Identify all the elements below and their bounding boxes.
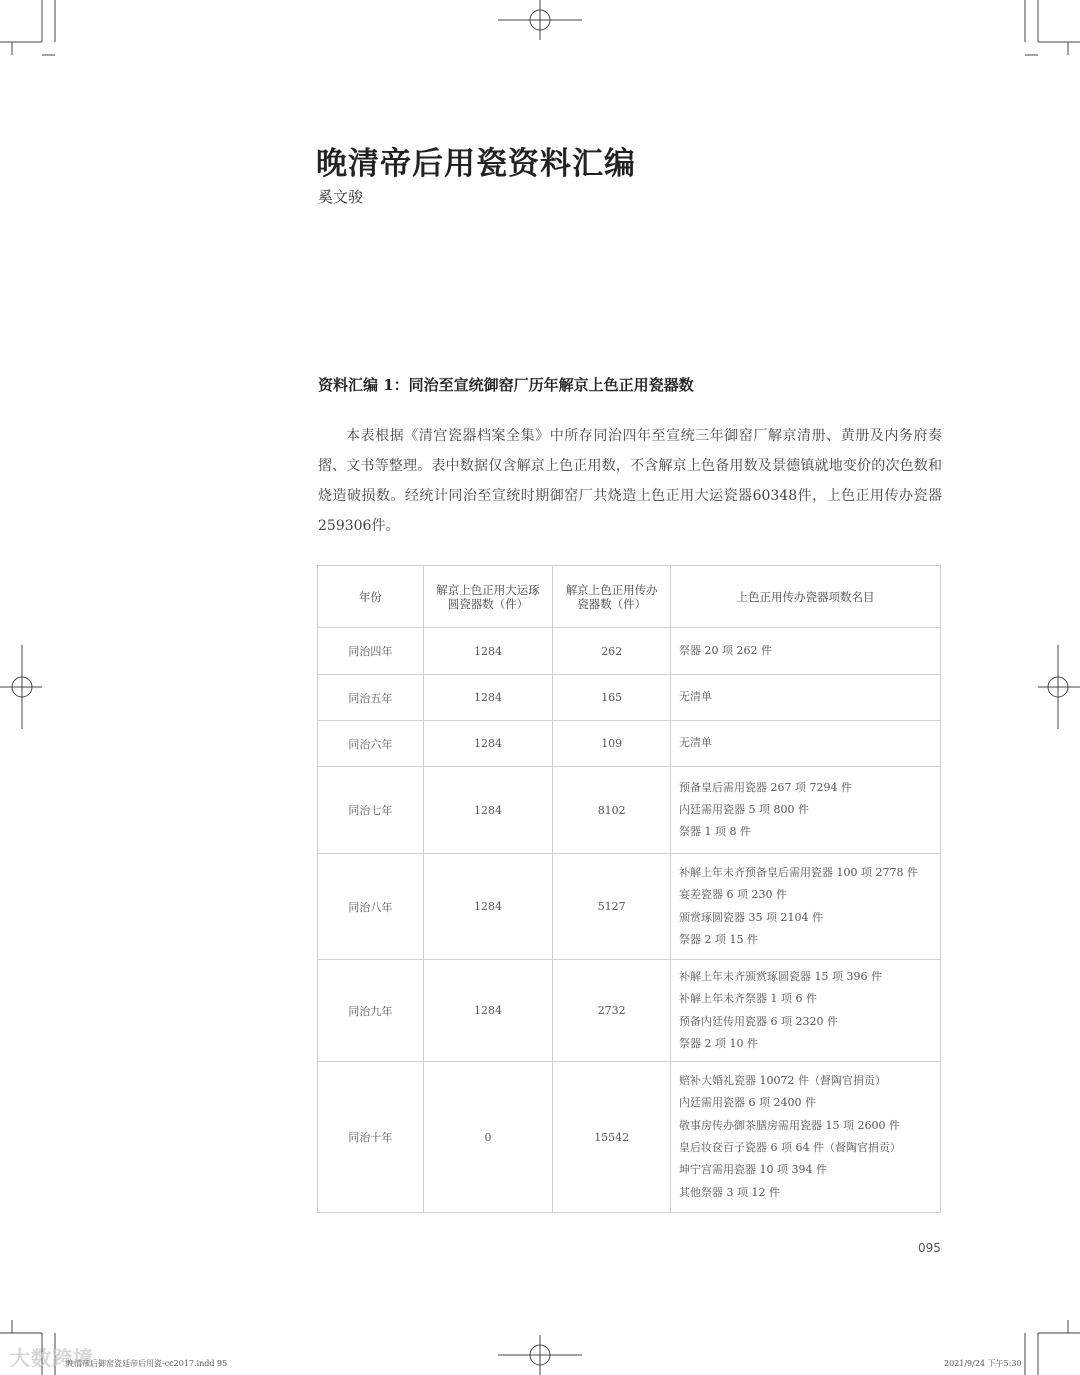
table-row (318, 628, 941, 675)
item-line: 补解上年未齐祭器 1 项 6 件 (679, 992, 818, 1006)
cell-dayun: 1284 (423, 854, 553, 960)
header-chuanban: 解京上色正用传办瓷器数（件） (553, 566, 671, 628)
page-title: 晚清帝后用瓷资料汇编 (316, 146, 636, 182)
item-line: 皇后妆奁百子瓷器 6 项 64 件（督陶官捐贡） (679, 1141, 902, 1154)
cell-year: 同治六年 (318, 721, 424, 767)
cell-dayun: 1284 (423, 721, 553, 767)
print-slug-file: 晚清帝后御窑瓷廷帝后用瓷-cc2017.indd 95 (66, 1359, 228, 1368)
cell-items (671, 628, 941, 675)
intro-paragraph: 本表根据《清宫瓷器档案全集》中所存同治四年至宣统三年御窑厂解京清册、黄册及内务府奏摺、文书等整理。表中数据仅含解京上色正用数，不含解京上色备用数及景德镇就地变价的次色数和烧造破损数。经统计同治至宣统时期御窑厂共烧造上色正用大运瓷器60348件，上色正用传办瓷器259306件。 (318, 428, 942, 534)
cell-items (671, 854, 941, 960)
item-line: 补解上年未齐颁赏琢圆瓷器 15 项 396 件 (679, 969, 883, 983)
cell-chuanban: 5127 (553, 854, 671, 960)
print-slug-date: 2021/9/24 下午5:30 (944, 1359, 1022, 1368)
cell-chuanban: 15542 (553, 1062, 671, 1213)
cell-items (671, 960, 941, 1062)
item-line: 颁赏琢圆瓷器 35 项 2104 件 (679, 910, 824, 924)
header-items: 上色正用传办瓷器项数名目 (671, 566, 941, 628)
cell-dayun: 0 (423, 1062, 553, 1213)
cell-year: 同治九年 (318, 960, 424, 1062)
item-line: 祭器 20 项 262 件 (679, 643, 773, 657)
cell-dayun: 1284 (423, 675, 553, 721)
cell-items (671, 675, 941, 721)
cell-items (671, 1062, 941, 1213)
item-line: 补解上年未齐预备皇后需用瓷器 100 项 2778 件 (679, 865, 919, 879)
cell-chuanban: 2732 (553, 960, 671, 1062)
item-line: 无清单 (679, 736, 713, 750)
table-row (318, 960, 941, 1062)
data-table (317, 565, 941, 1213)
cell-chuanban: 109 (553, 721, 671, 767)
cell-year: 同治七年 (318, 767, 424, 854)
table-row (318, 1062, 941, 1213)
cell-chuanban: 262 (553, 628, 671, 675)
table-header-row (318, 566, 941, 628)
item-line: 坤宁宫需用瓷器 10 项 394 件 (679, 1163, 828, 1177)
item-line: 预备内廷传用瓷器 6 项 2320 件 (679, 1014, 839, 1028)
item-line: 祭器 1 项 8 件 (679, 825, 752, 839)
cell-items (671, 721, 941, 767)
header-dayun: 解京上色正用大运琢圆瓷器数（件） (423, 566, 553, 628)
watermark-text: 大数跨境 (10, 1346, 94, 1370)
item-line: 预备皇后需用瓷器 267 项 7294 件 (679, 780, 853, 794)
section-title: 资料汇编 1：同治至宣统御窑厂历年解京上色正用瓷器数 (318, 376, 694, 394)
author: 奚文骏 (318, 188, 364, 206)
cell-year: 同治四年 (318, 628, 424, 675)
table-row (318, 675, 941, 721)
item-line: 无清单 (679, 690, 713, 704)
item-line: 宴差瓷器 6 项 230 件 (679, 888, 788, 902)
table-row (318, 767, 941, 854)
cell-dayun: 1284 (423, 960, 553, 1062)
cell-year: 同治十年 (318, 1062, 424, 1213)
cell-dayun: 1284 (423, 628, 553, 675)
item-line: 敬事房传办御茶膳房需用瓷器 15 项 2600 件 (679, 1118, 901, 1132)
item-line: 祭器 2 项 10 件 (679, 1036, 759, 1050)
item-line: 内廷需用瓷器 6 项 2400 件 (679, 1096, 817, 1110)
header-year: 年份 (318, 566, 424, 628)
cell-year: 同治五年 (318, 675, 424, 721)
cell-items (671, 767, 941, 854)
cell-dayun: 1284 (423, 767, 553, 854)
page-number: 095 (918, 1241, 941, 1255)
table-row (318, 854, 941, 960)
cell-chuanban: 165 (553, 675, 671, 721)
item-line: 内廷需用瓷器 5 项 800 件 (679, 802, 810, 816)
cell-chuanban: 8102 (553, 767, 671, 854)
item-line: 其他祭器 3 项 12 件 (679, 1185, 781, 1199)
item-line: 赔补大婚礼瓷器 10072 件（督陶官捐贡） (679, 1074, 887, 1088)
item-line: 祭器 2 项 15 件 (679, 932, 759, 946)
cell-year: 同治八年 (318, 854, 424, 960)
table-row (318, 721, 941, 767)
